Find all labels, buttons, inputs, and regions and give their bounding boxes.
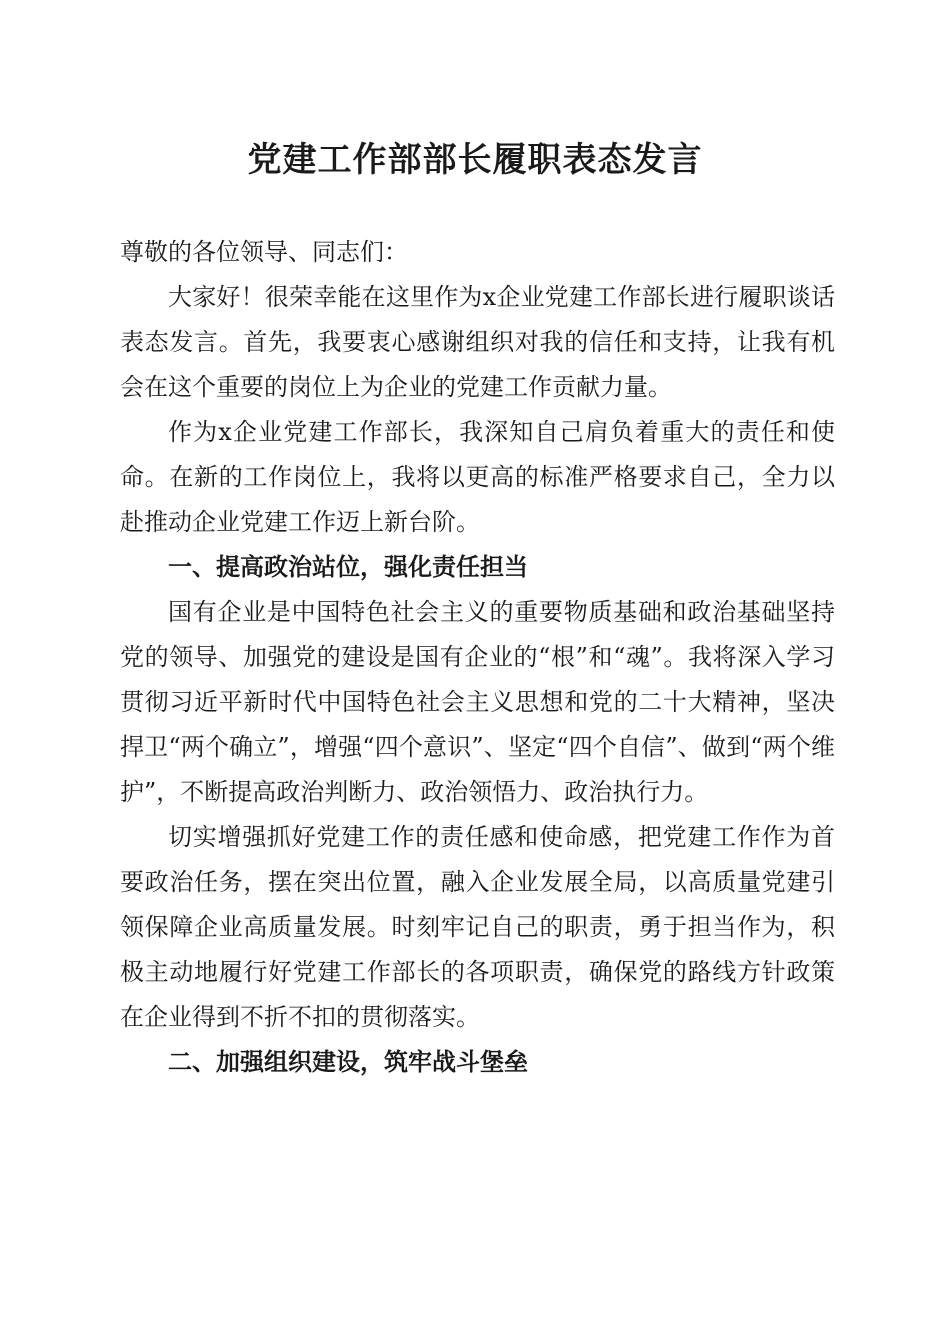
section1-paragraph-1: 国有企业是中国特色社会主义的重要物质基础和政治基础坚持党的领导、加强党的建设是国有企业的“根”和“魂”。我将深入学习贯彻习近平新时代中国特色社会主义思想和党的二十大精神，坚决捍卫“两个确立”，增强“四个意识”、坚定“四个自信”、做到“两个维护”，不断提高政治判断力、政治领悟力、政治执行力。	[120, 598, 835, 806]
document-title: 党建工作部部长履职表态发言	[247, 140, 703, 180]
document-body	[120, 230, 835, 1085]
responsibility-paragraph: 作为x企业党建工作部长，我深知自己肩负着重大的责任和使命。在新的工作岗位上，我将以更高的标准严格要求自己，全力以赴推动企业党建工作迈上新台阶。	[120, 418, 835, 536]
section-heading-2: 二、加强组织建设，筑牢战斗堡垒	[168, 1048, 528, 1076]
intro-paragraph: 大家好！很荣幸能在这里作为x企业党建工作部长进行履职谈话表态发言。首先，我要衷心感谢组织对我的信任和支持，让我有机会在这个重要的岗位上为企业的党建工作贡献力量。	[120, 283, 835, 401]
section-heading-1: 一、提高政治站位，强化责任担当	[168, 553, 528, 581]
salutation: 尊敬的各位领导、同志们：	[120, 238, 408, 266]
section1-paragraph-2: 切实增强抓好党建工作的责任感和使命感，把党建工作作为首要政治任务，摆在突出位置，融入企业发展全局，以高质量党建引领保障企业高质量发展。时刻牢记自己的职责，勇于担当作为，积极主动地履行好党建工作部长的各项职责，确保党的路线方针政策在企业得到不折不扣的贯彻落实。	[120, 823, 835, 1031]
